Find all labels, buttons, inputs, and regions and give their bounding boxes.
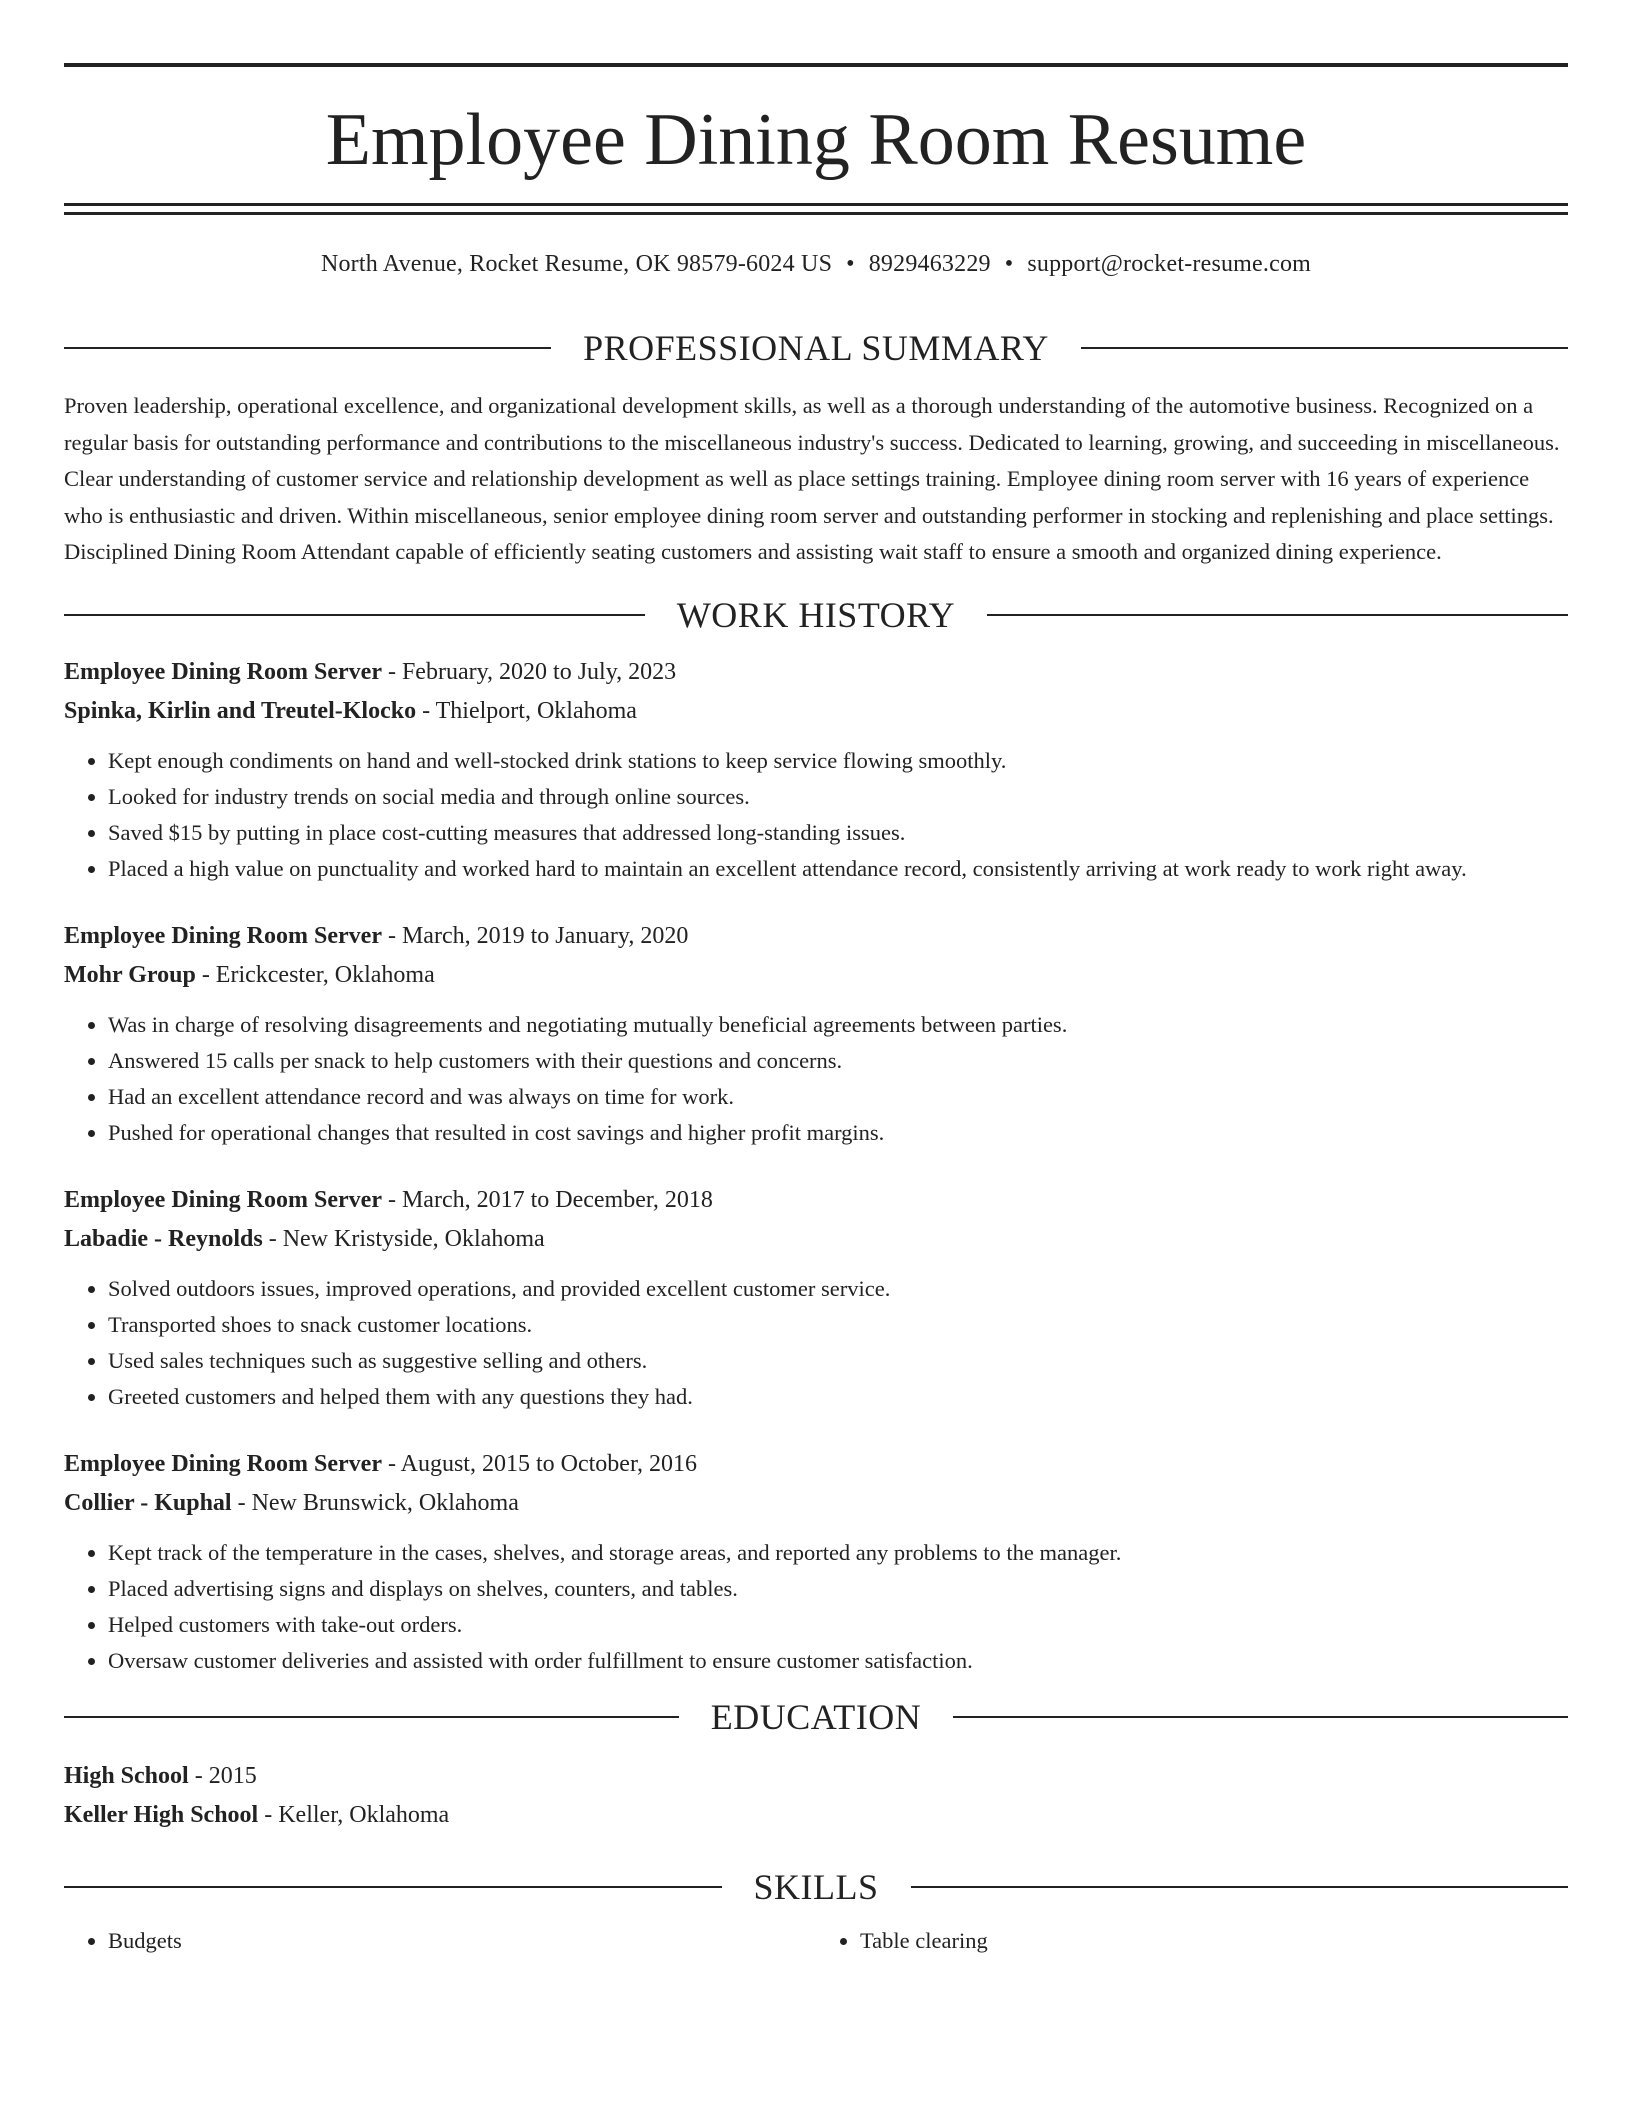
job-bullet: • Oversaw customer deliveries and assisted with order fulfillment to ensure customer satisfaction.	[108, 1643, 1568, 1679]
education-degree: High School	[64, 1762, 189, 1789]
job-entry	[64, 1445, 1568, 1679]
job-bullet: • Transported shoes to snack customer locations.	[108, 1307, 1568, 1343]
job-company-line	[64, 1484, 1568, 1523]
job-dates: - August, 2015 to October, 2016	[381, 1450, 697, 1477]
job-company: Collier - Kuphal	[64, 1489, 232, 1516]
section-rule-right	[987, 614, 1568, 616]
job-company: Labadie - Reynolds	[64, 1225, 263, 1252]
job-entry	[64, 1181, 1568, 1415]
section-header-education	[64, 1696, 1568, 1737]
section-rule-left	[64, 1886, 722, 1888]
section-title-work: WORK HISTORY	[676, 594, 956, 635]
contact-phone: 8929463229	[868, 251, 991, 277]
contact-separator: •	[1004, 251, 1014, 277]
skill-item: • Table clearing	[860, 1923, 1568, 1959]
job-company: Spinka, Kirlin and Treutel-Klocko	[64, 697, 417, 724]
education-entry	[64, 1757, 1568, 1835]
skill-item: • Budgets	[108, 1923, 816, 1959]
top-rule	[64, 63, 1568, 67]
section-rule-left	[64, 1716, 679, 1718]
section-header-skills	[64, 1866, 1568, 1907]
job-bullet: • Was in charge of resolving disagreements and negotiating mutually beneficial agreements between parties.	[108, 1007, 1568, 1043]
job-bullet: • Kept track of the temperature in the cases, shelves, and storage areas, and reported any problems to the manager.	[108, 1535, 1568, 1571]
section-title-skills: SKILLS	[753, 1866, 879, 1907]
skills-list-right	[816, 1923, 1568, 1959]
job-bullets	[64, 743, 1568, 887]
education-location: - Keller, Oklahoma	[258, 1801, 450, 1828]
job-bullet: • Placed advertising signs and displays on shelves, counters, and tables.	[108, 1571, 1568, 1607]
job-title: Employee Dining Room Server	[64, 1450, 382, 1477]
section-header-summary	[64, 330, 1568, 366]
job-title: Employee Dining Room Server	[64, 922, 382, 949]
job-title-line	[64, 1181, 1568, 1220]
job-dates: - March, 2019 to January, 2020	[381, 922, 689, 949]
job-bullet: • Placed a high value on punctuality and worked hard to maintain an excellent attendance record, consistently arriving at work ready to work right away.	[108, 851, 1568, 887]
job-location: - New Brunswick, Oklahoma	[231, 1489, 519, 1516]
contact-separator: •	[846, 251, 855, 277]
education-school: Keller High School	[64, 1801, 259, 1828]
skills-list-left	[64, 1923, 816, 1959]
education-school-line	[64, 1796, 1568, 1835]
skills-columns	[64, 1923, 1568, 1959]
job-bullet: • Kept enough condiments on hand and well-stocked drink stations to keep service flowing smoothly.	[108, 743, 1568, 779]
education-degree-line	[64, 1757, 1568, 1796]
job-dates: - February, 2020 to July, 2023	[381, 658, 677, 685]
job-bullets	[64, 1007, 1568, 1151]
job-bullet: • Answered 15 calls per snack to help customers with their questions and concerns.	[108, 1043, 1568, 1079]
job-bullet: • Had an excellent attendance record and was always on time for work.	[108, 1079, 1568, 1115]
job-bullets	[64, 1535, 1568, 1679]
job-bullets	[64, 1271, 1568, 1415]
section-rule-left	[64, 614, 645, 616]
job-entry	[64, 653, 1568, 887]
job-location: - Thielport, Oklahoma	[416, 697, 637, 724]
job-title-line	[64, 1445, 1568, 1484]
job-bullet: • Greeted customers and helped them with any questions they had.	[108, 1379, 1568, 1415]
job-company-line	[64, 692, 1568, 731]
job-entry	[64, 917, 1568, 1151]
job-dates: - March, 2017 to December, 2018	[381, 1186, 713, 1213]
section-rule-left	[64, 347, 551, 349]
section-header-work	[64, 594, 1568, 635]
contact-email: support@rocket-resume.com	[1027, 251, 1312, 277]
job-title-line	[64, 917, 1568, 956]
section-rule-right	[1081, 347, 1568, 349]
job-bullet: • Solved outdoors issues, improved operations, and provided excellent customer service.	[108, 1271, 1568, 1307]
job-bullet: • Used sales techniques such as suggestive selling and others.	[108, 1343, 1568, 1379]
job-title: Employee Dining Room Server	[64, 1186, 382, 1213]
job-bullet: • Pushed for operational changes that resulted in cost savings and higher profit margins.	[108, 1115, 1568, 1151]
summary-text: Proven leadership, operational excellence, and organizational development skills, as well as a thorough understanding of the automotive business. Recognized on a regular basis for outstanding performance and contributions to the miscellaneous industry's success. Dedicated to learning, growing, and succeeding in miscellaneous. Clear understanding of customer service and relationship development as well as place settings training. Employee dining room server with 16 years of experience who is enthusiastic and driven. Within miscellaneous, senior employee dining room server and outstanding performer in stocking and replenishing and place settings. Disciplined Dining Room Attendant capable of efficiently seating customers and assisting wait staff to ensure a smooth and organized dining experience.	[64, 393, 1560, 564]
contact-address: North Avenue, Rocket Resume, OK 98579-6024 US	[320, 251, 833, 277]
job-title-line	[64, 653, 1568, 692]
job-company-line	[64, 956, 1568, 995]
work-history-list	[64, 653, 1568, 1679]
job-company-line	[64, 1220, 1568, 1259]
job-bullet: • Looked for industry trends on social media and through online sources.	[108, 779, 1568, 815]
title-double-rule	[64, 203, 1568, 215]
job-bullet: • Saved $15 by putting in place cost-cutting measures that addressed long-standing issues.	[108, 815, 1568, 851]
job-title: Employee Dining Room Server	[64, 658, 382, 685]
section-rule-right	[953, 1716, 1568, 1718]
section-title-summary: PROFESSIONAL SUMMARY	[583, 328, 1049, 368]
resume-page	[64, 0, 1568, 1959]
job-company: Mohr Group	[64, 961, 196, 988]
contact-line	[64, 251, 1568, 278]
job-location: - New Kristyside, Oklahoma	[262, 1225, 545, 1252]
section-rule-right	[911, 1886, 1569, 1888]
job-bullet: • Helped customers with take-out orders.	[108, 1607, 1568, 1643]
job-location: - Erickcester, Oklahoma	[195, 961, 435, 988]
education-year: - 2015	[188, 1762, 257, 1789]
resume-title: Employee Dining Room Resume	[325, 99, 1307, 181]
section-title-education: EDUCATION	[710, 1696, 922, 1737]
